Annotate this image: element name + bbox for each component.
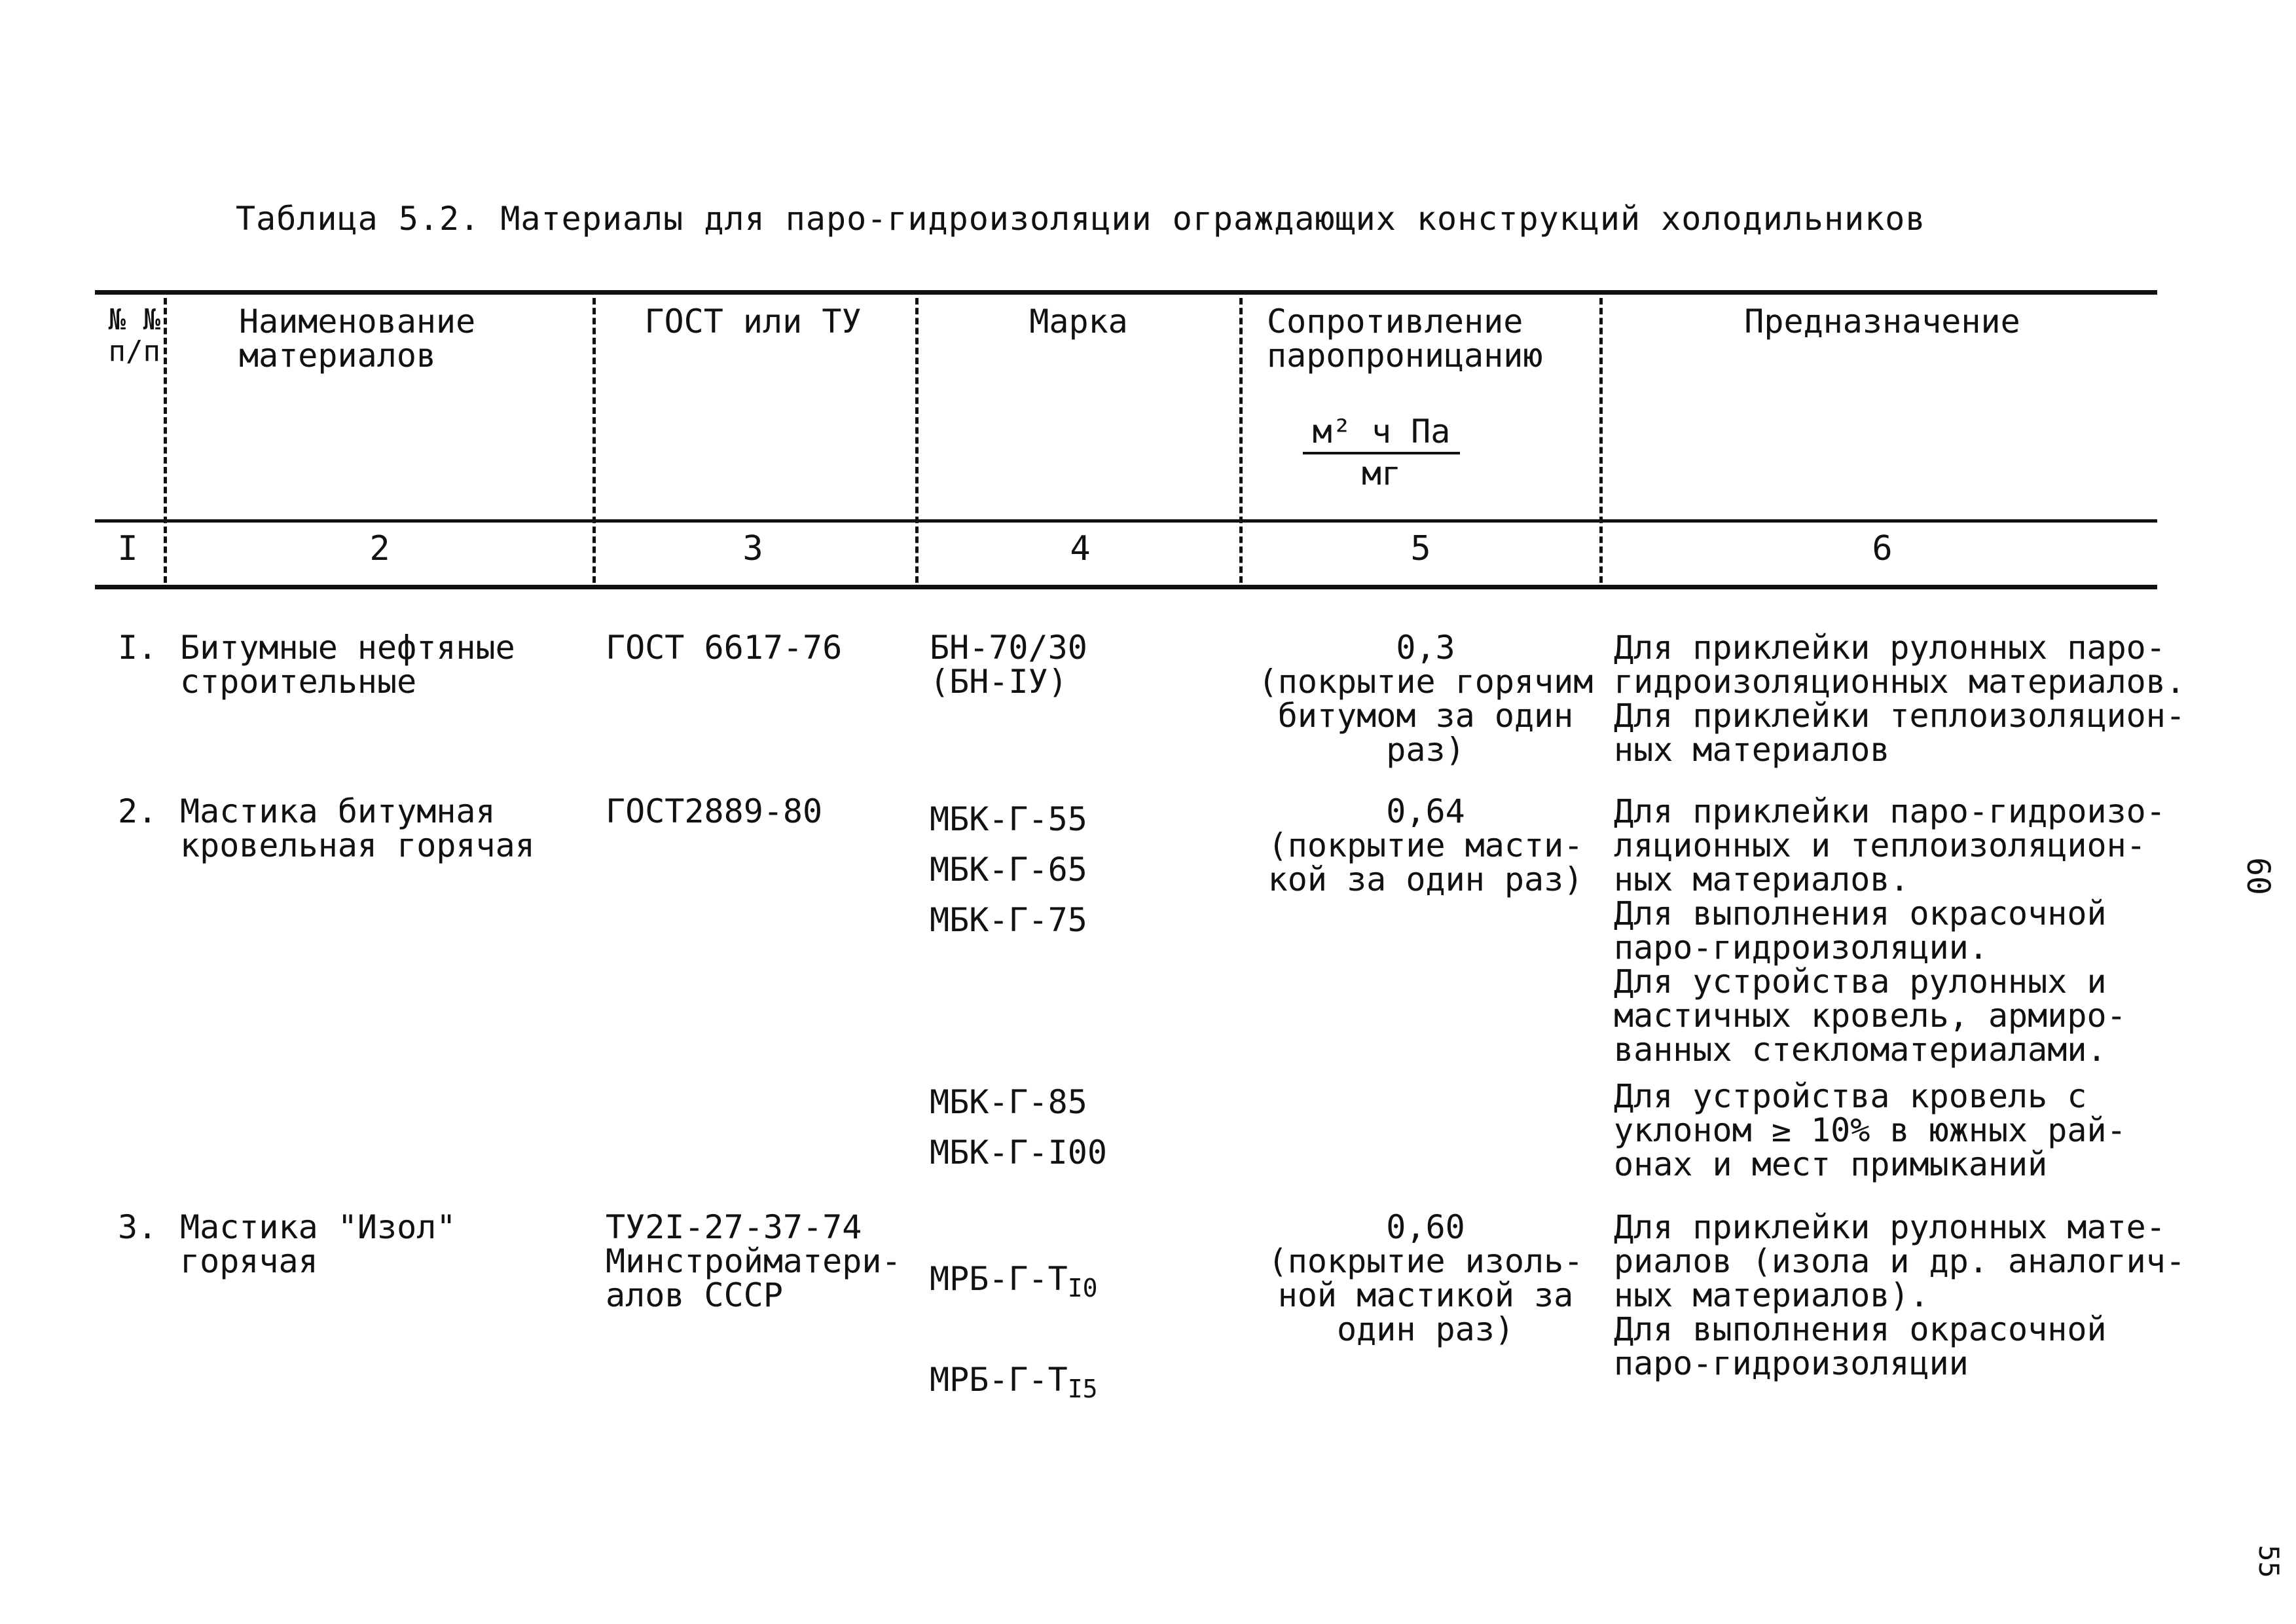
row3-name: Мастика "Изол" горячая [180, 1208, 456, 1280]
row3-mark-1-base: МРБ-Г-Т [930, 1260, 1068, 1298]
header-num: № № п/п [108, 303, 160, 368]
row2-gost: ГОСТ2889-80 [606, 792, 823, 830]
header-name: Наименование материалов [239, 303, 476, 375]
row1-mark: БН-70/30 (БН-IУ) [930, 629, 1087, 701]
row1-num: I. [118, 629, 158, 667]
row3-purpose: Для приклейки рулонных мате- риалов (изола и др. аналогич- ных материалов). Для выполнения окрасочной паро-гидроизоляции [1614, 1208, 2185, 1382]
colnum-3: 3 [742, 529, 763, 568]
colnum-6: 6 [1872, 529, 1893, 568]
row3-num: 3. [118, 1208, 158, 1246]
row3-gost: ТУ2I-27-37-74 Минстройматери- алов СССР [606, 1208, 902, 1314]
col-sep-2 [592, 298, 596, 583]
row3-mark-2-sub: I5 [1067, 1375, 1098, 1403]
row1-purpose: Для приклейки рулонных паро- гидроизоляционных материалов. Для приклейки теплоизоляцион- ных материалов [1614, 629, 2185, 769]
col-sep-4 [1239, 298, 1243, 583]
col-sep-1 [164, 298, 167, 583]
row3-mark-2 [930, 1357, 1097, 1412]
row2-purpose-a: Для приклейки паро-гидроизо- ляционных и теплоизоляцион- ных материалов. Для выполнения окрасочной паро-гидроизоляции. Для устройства рулонных и мастичных кровель, армиро- ванных стекломатериалами. [1614, 792, 2166, 1069]
top-rule [95, 290, 2157, 295]
col-sep-5 [1599, 298, 1603, 583]
row2-name: Мастика битумная кровельная горячая [180, 792, 535, 864]
colnum-rule [95, 585, 2157, 589]
colnum-1: I [117, 529, 138, 568]
row3-mark-2-base: МРБ-Г-Т [930, 1361, 1068, 1399]
page-side-number: 60 [2239, 857, 2276, 895]
colnum-2: 2 [369, 529, 390, 568]
header-gost: ГОСТ или ТУ [644, 303, 862, 341]
colnum-5: 5 [1410, 529, 1431, 568]
row1-resist: 0,3 (покрытие горячим битумом за один раз) [1258, 629, 1594, 769]
row3-resist: 0,60 (покрытие изоль- ной мастикой за один раз) [1267, 1208, 1584, 1348]
page-corner-mark: 55 [2252, 1545, 2285, 1578]
unit-numerator: м² ч Па [1303, 413, 1460, 454]
row2-resist: 0,64 (покрытие масти- кой за один раз) [1267, 792, 1584, 898]
table-title: Таблица 5.2. Материалы для паро-гидроизоляции ограждающих конструкций холодильников [236, 200, 1926, 238]
col-sep-3 [915, 298, 919, 583]
row1-name: Битумные нефтяные строительные [180, 629, 515, 701]
header-rule [95, 519, 2157, 523]
header-mark: Марка [1029, 303, 1128, 341]
row3-mark-1 [930, 1256, 1097, 1311]
row2-mark-a: МБК-Г-55 МБК-Г-65 МБК-Г-75 [930, 800, 1087, 939]
unit-denominator: мг [1361, 454, 1402, 492]
header-purpose: Предназначение [1744, 303, 2020, 341]
row1-gost: ГОСТ 6617-76 [606, 629, 843, 667]
header-resist: Сопротивление паропроницанию [1267, 303, 1543, 375]
unit-fraction [1303, 413, 1460, 492]
row2-purpose-b: Для устройства кровель с уклоном ≥ 10% в южных рай- онах и мест примыканий [1614, 1077, 2126, 1183]
row2-mark-b: МБК-Г-85 МБК-Г-I00 [930, 1083, 1107, 1172]
row2-num: 2. [118, 792, 158, 830]
row3-mark [930, 1210, 1097, 1458]
colnum-4: 4 [1070, 529, 1091, 568]
row3-mark-1-sub: I0 [1067, 1274, 1098, 1302]
